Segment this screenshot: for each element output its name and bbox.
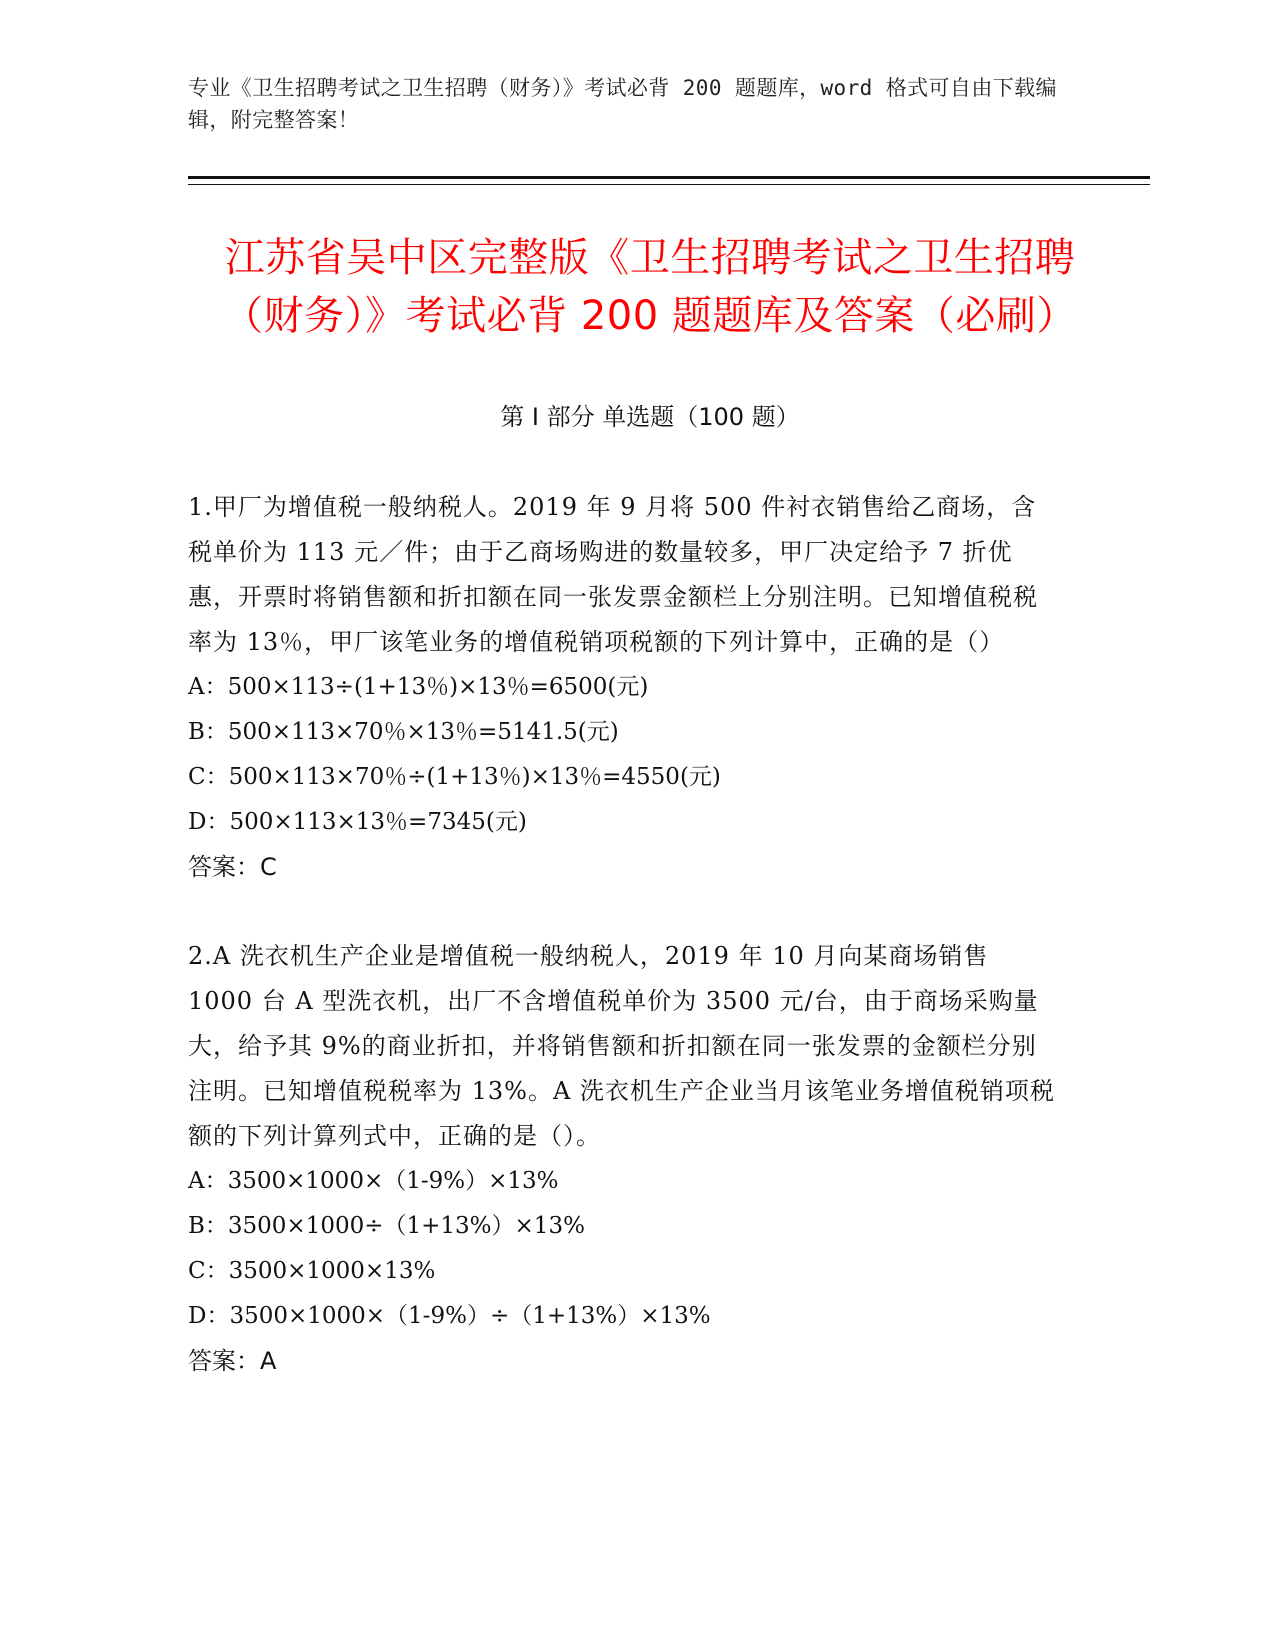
header-note: 专业《卫生招聘考试之卫生招聘（财务）》考试必背 200 题题库，word 格式可自由下载编辑，附完整答案！	[188, 76, 1057, 132]
option-c: C：500×113×70％÷(1+13％)×13％=4550(元)	[188, 764, 721, 790]
option-a: A：3500×1000×（1-9%）×13%	[188, 1168, 559, 1194]
option-a: A：500×113÷(1+13％)×13％=6500(元)	[188, 674, 649, 700]
question-1	[188, 485, 1150, 890]
option-b: B：3500×1000÷（1+13%）×13%	[188, 1213, 585, 1239]
answer-line: 答案：A	[188, 1347, 277, 1375]
document-page	[188, 72, 1150, 1428]
question-list	[188, 485, 1150, 1384]
answer-line: 答案：C	[188, 853, 277, 881]
option-b: B：500×113×70％×13％=5141.5(元)	[188, 719, 619, 745]
question-2	[188, 934, 1150, 1384]
option-d: D：3500×1000×（1-9%）÷（1+13%）×13%	[188, 1303, 711, 1329]
header-divider	[188, 176, 1150, 185]
option-d: D：500×113×13％=7345(元)	[188, 809, 527, 835]
question-stem: 2.A 洗衣机生产企业是增值税一般纳税人，2019 年 10 月向某商场销售 1000 台 A 型洗衣机，出厂不含增值税单价为 3500 元/台，由于商场采购量大，给予其 9%的商业折扣，并将销售额和折扣额在同一张发票的金额栏分别注明。已知增值税税率为 13%。A 洗衣机生产企业当月该笔业务增值税销项税额的下列计算列式中，正确的是（）。	[188, 942, 1055, 1150]
document-title: 江苏省吴中区完整版《卫生招聘考试之卫生招聘（财务）》考试必背 200 题题库及答案（必刷）	[223, 235, 1077, 339]
option-c: C：3500×1000×13%	[188, 1258, 436, 1284]
section-heading: 第 I 部分 单选题（100 题）	[500, 403, 800, 431]
question-stem: 1.甲厂为增值税一般纳税人。2019 年 9 月将 500 件衬衣销售给乙商场，含税单价为 113 元／件；由于乙商场购进的数量较多，甲厂决定给予 7 折优惠，开票时将销售额和折扣额在同一张发票金额栏上分别注明。已知增值税税率为 13％，甲厂该笔业务的增值税销项税额的下列计算中，正确的是（）	[188, 493, 1038, 656]
